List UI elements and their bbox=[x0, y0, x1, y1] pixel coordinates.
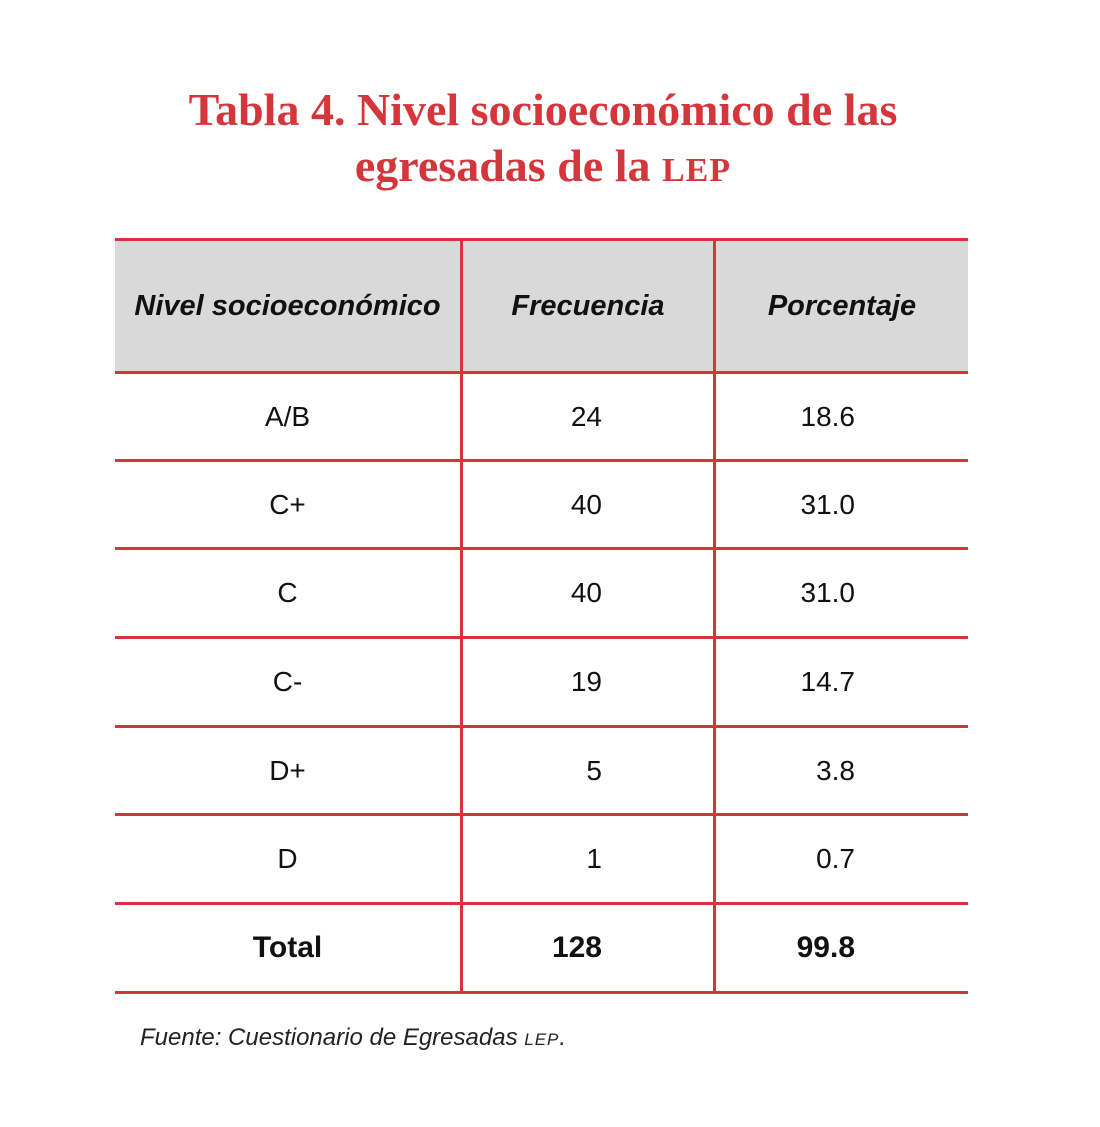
table-source-note bbox=[140, 1024, 566, 1052]
cell-frequency: 24 bbox=[570, 400, 602, 432]
title-abbreviation: LEP bbox=[661, 152, 732, 189]
cell-level: D bbox=[277, 843, 298, 874]
column-header-level: Nivel socioeconómico bbox=[134, 290, 441, 322]
cell-frequency: 5 bbox=[586, 754, 602, 786]
cell-level: A/B bbox=[264, 400, 311, 432]
socioeconomic-table bbox=[115, 238, 968, 994]
cell-percent: 31.0 bbox=[800, 577, 855, 608]
table-title bbox=[0, 82, 1086, 199]
cell-level: C bbox=[277, 577, 298, 608]
source-abbreviation: LEP bbox=[524, 1030, 560, 1049]
cell-frequency: 40 bbox=[570, 488, 602, 520]
total-label: Total bbox=[252, 931, 323, 964]
cell-frequency: 19 bbox=[570, 666, 602, 697]
title-line-2 bbox=[0, 138, 1086, 199]
cell-percent: 14.7 bbox=[800, 666, 855, 697]
total-frequency: 128 bbox=[551, 931, 602, 964]
total-percent: 99.8 bbox=[796, 931, 855, 964]
cell-percent: 31.0 bbox=[800, 488, 855, 520]
table-rule-bottom bbox=[115, 991, 968, 994]
column-header-frequency: Frecuencia bbox=[511, 290, 665, 322]
column-header-percent: Porcentaje bbox=[767, 290, 917, 322]
cell-percent: 3.8 bbox=[816, 754, 855, 786]
cell-frequency: 40 bbox=[570, 577, 602, 608]
cell-percent: 0.7 bbox=[816, 843, 855, 874]
cell-frequency: 1 bbox=[586, 843, 602, 874]
title-line-2-text: egresadas de la bbox=[354, 140, 651, 191]
source-suffix: . bbox=[559, 1024, 567, 1051]
cell-level: D+ bbox=[269, 754, 306, 786]
cell-level: C+ bbox=[269, 488, 306, 520]
cell-percent: 18.6 bbox=[800, 400, 855, 432]
cell-level: C- bbox=[272, 666, 303, 697]
title-line-1: Tabla 4. Nivel socioeconómico de las bbox=[188, 84, 898, 135]
source-text: Fuente: Cuestionario de Egresadas bbox=[140, 1024, 518, 1051]
